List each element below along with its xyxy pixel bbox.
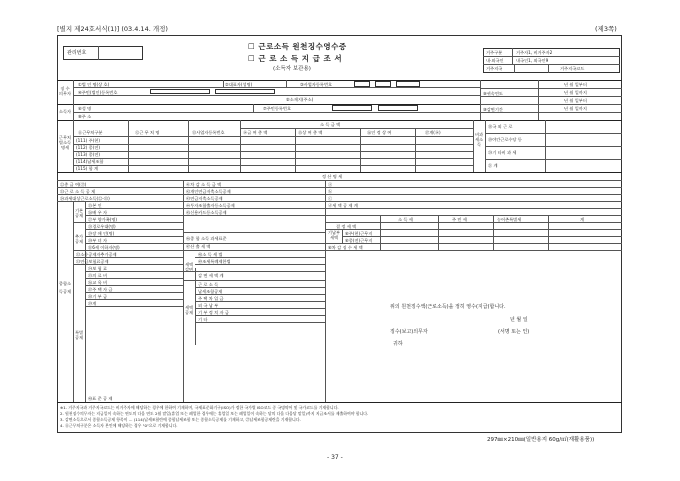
special-total: ㊴계 — [88, 301, 97, 306]
resident-label: 거주구분 — [486, 50, 503, 55]
row-prev-2: (113) 종(전) — [76, 152, 100, 157]
to-text: 귀하 — [393, 341, 403, 347]
calc-gross-pay: ㉒총 급 여(⑰) — [60, 182, 87, 187]
reduction-special-law: ㊾조세특례제한법 — [198, 259, 231, 264]
special-donation: ㊳기 부 금 — [88, 294, 107, 299]
paper-spec: 297㎜×210㎜(일반용지 60g/㎡(재활용품)) — [487, 437, 595, 443]
row-current: (111) 주(현) — [76, 138, 100, 143]
date-to-1: 년 월 일까지 — [564, 90, 587, 95]
col-resident-tax: 주 민 세 — [452, 217, 467, 222]
earner-side-label: 소득자 — [58, 109, 72, 114]
special-housing: ㊲주 택 자 금 — [88, 287, 113, 292]
resident-value: 거주자1, 비거주자2 — [516, 50, 553, 55]
corp-reg-label: ④주민(법인)등록번호 — [78, 90, 118, 95]
col-biz-no: ⑬사업자등록번호 — [192, 130, 225, 135]
date-to-2: 년 월 일까지 — [564, 106, 587, 111]
nontax-night: ⑲야간근로수당 등 — [488, 137, 522, 142]
row-prev-1: (112) 종(전) — [76, 145, 100, 150]
country-label: 거주지국 — [486, 66, 503, 71]
payer-side-label: 징 수 의무자 — [58, 86, 72, 96]
nontax-side-label: 비과세소득 — [474, 132, 484, 147]
credit-other: 기 타 — [198, 317, 208, 322]
calc-title: 정 산 명 세 — [322, 174, 343, 179]
col-sum: 계 — [580, 217, 585, 222]
extra-label: 추가공제 — [74, 234, 84, 244]
special-insurance: ㉞보 험 료 — [88, 266, 107, 271]
payer-sign-label: 징수(보고)의무자 — [390, 329, 428, 335]
note-4: 4. ⑪근무처구분은 소득자 본인에 해당하는 경우 "0"으로 기재합니다. — [60, 423, 178, 428]
right-mid-credit-total: ⓓ세 액 공 제 계 — [328, 203, 358, 208]
credit-tax-union: 납세조합공제 — [198, 289, 223, 294]
country-code-label: 거주지국코드 — [560, 66, 585, 71]
calc-tax-base: ㊻종 합 소득 과세표준 — [186, 236, 227, 241]
calc-net-income: ㊶차 감 소 득 금 액 — [186, 182, 222, 187]
page-number: - 37 - — [327, 454, 343, 461]
reduction-period-label: ⑩감면기간 — [483, 107, 503, 112]
tax-reduction-label: 세액감면 — [184, 262, 194, 272]
calc-investment: ㊹투자조합출자등소득공제 — [186, 203, 235, 208]
row-net-withheld: ⑥차 감 징 수 세 액 — [328, 245, 363, 250]
extra-disabled: ㉙장 애 인(명) — [88, 231, 115, 236]
calc-taxable-income: ㉔과세대상근로소득(㉒-㉓) — [60, 196, 110, 201]
calc-credit-card: ㊺신용카드등소득공제 — [186, 210, 227, 215]
nontax-overseas: ⑱국 외 근 로 — [488, 124, 513, 129]
rep-name-label: ②대표자(성명) — [225, 82, 253, 87]
sign-note: (서명 또는 인) — [498, 329, 530, 335]
note-1: ※1. 거주지국과 거주지국코드는 비거주자에 해당하는 경우에 한하여 기재하며, 국제표준화기구(ISO)가 정한 국가별 ISO코드 중 국명약어 및 국가코드를 기재합니다. — [60, 405, 339, 410]
note-3: 3. 감면소득으로서 종합소득공제 항목이 ... (114)납세조합란에 종합납세조합 또는 종합소득공제를 기재하고, ㉗납세조합공제란을 기재합니다. — [60, 417, 301, 422]
biz-no-label: ③사업자등록번호 — [300, 82, 333, 87]
row-prev-workplace: ⑥종(전)근무지 — [345, 238, 373, 243]
nontax-other: ⑳기 타비 과 세 — [488, 150, 517, 155]
col-workplace-type: ⑪근무처구분 — [78, 130, 103, 135]
calc-pension-savings: ㊸연금저축소득공제 — [186, 196, 223, 201]
credit-earned: 근 로 소 득 — [198, 282, 219, 287]
col-salary: ⑭급 여 총 액 — [243, 130, 268, 135]
misc-small-family: ㉜소수공제자추가공제 — [76, 252, 117, 257]
nationality-value: 내국인1, 외국인9 — [516, 58, 549, 63]
credit-foreign: 외 국 납 부 — [198, 303, 219, 308]
right-mid-a: ⓐ — [328, 182, 333, 187]
right-mid-b: ⓑ — [328, 189, 333, 194]
form-id: [별지 제24호서식(1)] (03.4.14. 개정) — [57, 25, 168, 33]
credit-political: 기 부 정 치 자 금 — [198, 310, 229, 315]
row-current-workplace: ⑥주(현)근무지 — [345, 231, 373, 236]
col-rural-tax: 농어촌특별세 — [497, 217, 522, 222]
basic-dependents: ㉗부 양가족(명) — [88, 217, 118, 222]
date-from-1: 년 월 일부터 — [564, 82, 587, 87]
col-total: ⑰계(⑭) — [425, 130, 441, 135]
calc-personal-pension: ㊷개인연금저축소득공제 — [186, 189, 231, 194]
credit-housing-loan: 주 택 차 입 금 — [198, 296, 224, 301]
basic-spouse: ㉖배 우 자 — [88, 210, 107, 215]
extra-woman: ㉚부 녀 자 — [88, 238, 107, 243]
note-2: 2. 원천징수의무자는 지급일이 속하는 연도의 다음 연도 2월 말일(휴업 또는 폐업한 경우에는 휴업일 또는 폐업일이 속하는 달의 다음 다음달 말일)까지 지급조서를 제출하여야 합니다. — [60, 411, 369, 416]
ded-side-label: 종합소득공제 — [58, 281, 72, 294]
col-workplace-name: ⑫근 무 처 명 — [135, 130, 160, 135]
row-determined-tax: 결 정 세 액 — [336, 224, 357, 229]
title-line2: ☐ 근 로 소 득 지 급 조 서 — [248, 54, 343, 63]
row-sum: (115) 합 계 — [76, 166, 99, 171]
extra-child: ㉛6세 이하자(명) — [88, 245, 120, 250]
manage-no-label: 관리번호 — [67, 50, 87, 56]
title-line1: ☐ 근로소득 원천징수영수증 — [248, 42, 347, 51]
title-line3: (소득자 보관용) — [273, 66, 311, 72]
calc-earned-deduction: ㉓근 로 소 득 공 제 — [60, 189, 96, 194]
special-standard: ㊵표 준 공 제 — [88, 396, 113, 401]
nationality-label: 내·외국인 — [486, 58, 504, 63]
certify-text: 위의 원천징수액(근로소득)을 정히 영수(지급)합니다. — [390, 304, 506, 310]
payer-address-label: ⑤소재지(주소) — [286, 97, 314, 102]
reduction-total: 감 면 세 액 계 — [198, 273, 224, 278]
reduction-income-tax-law: ㊽소 득 세 법 — [198, 252, 223, 257]
calc-computed-tax: ㊼산 출 세 액 — [186, 244, 211, 249]
date-from-2: 년 월 일부터 — [564, 98, 587, 103]
earner-resident-no-label: ⑦주민등록번호 — [263, 106, 292, 111]
earner-name-label: ⑥성 명 — [78, 106, 92, 111]
right-mid-c: ⓒ — [328, 196, 333, 201]
col-bonus: ⑮상 여 총 액 — [298, 130, 323, 135]
nontax-total: ㉑ 계 — [488, 163, 498, 168]
tax-credit-label: 세액공제 — [184, 305, 194, 315]
corp-name-label: ①법 인 명(상 호) — [78, 82, 110, 87]
extra-elderly: ㉘경로우대(명) — [88, 224, 116, 229]
special-education: ㊱교 육 비 — [88, 280, 107, 285]
date-text: 년 월 일 — [510, 317, 528, 323]
misc-pension: ㉝연금보험료공제 — [76, 259, 109, 264]
basic-self: ㉕본 인 — [88, 203, 102, 208]
special-medical: ㉟의 료 비 — [88, 273, 107, 278]
basic-label: 기본공제 — [74, 208, 84, 218]
work-side-label: 근무처별소득명세 — [58, 135, 72, 150]
row-tax-union: (114)납세조합 — [76, 159, 104, 164]
special-label: 특별공제 — [74, 330, 84, 340]
col-income-tax: 소 득 세 — [398, 217, 413, 222]
earner-address-label: ⑧주 소 — [78, 114, 92, 119]
income-amount-label: 소 득 금 액 — [320, 122, 341, 127]
already-paid-label: 기납부세액 — [327, 230, 341, 240]
page-label: (제3쪽) — [595, 25, 617, 33]
attribution-year-label: ⑨귀속연도 — [483, 91, 503, 96]
col-recognized-bonus: ⑯인 정 상 여 — [367, 130, 392, 135]
